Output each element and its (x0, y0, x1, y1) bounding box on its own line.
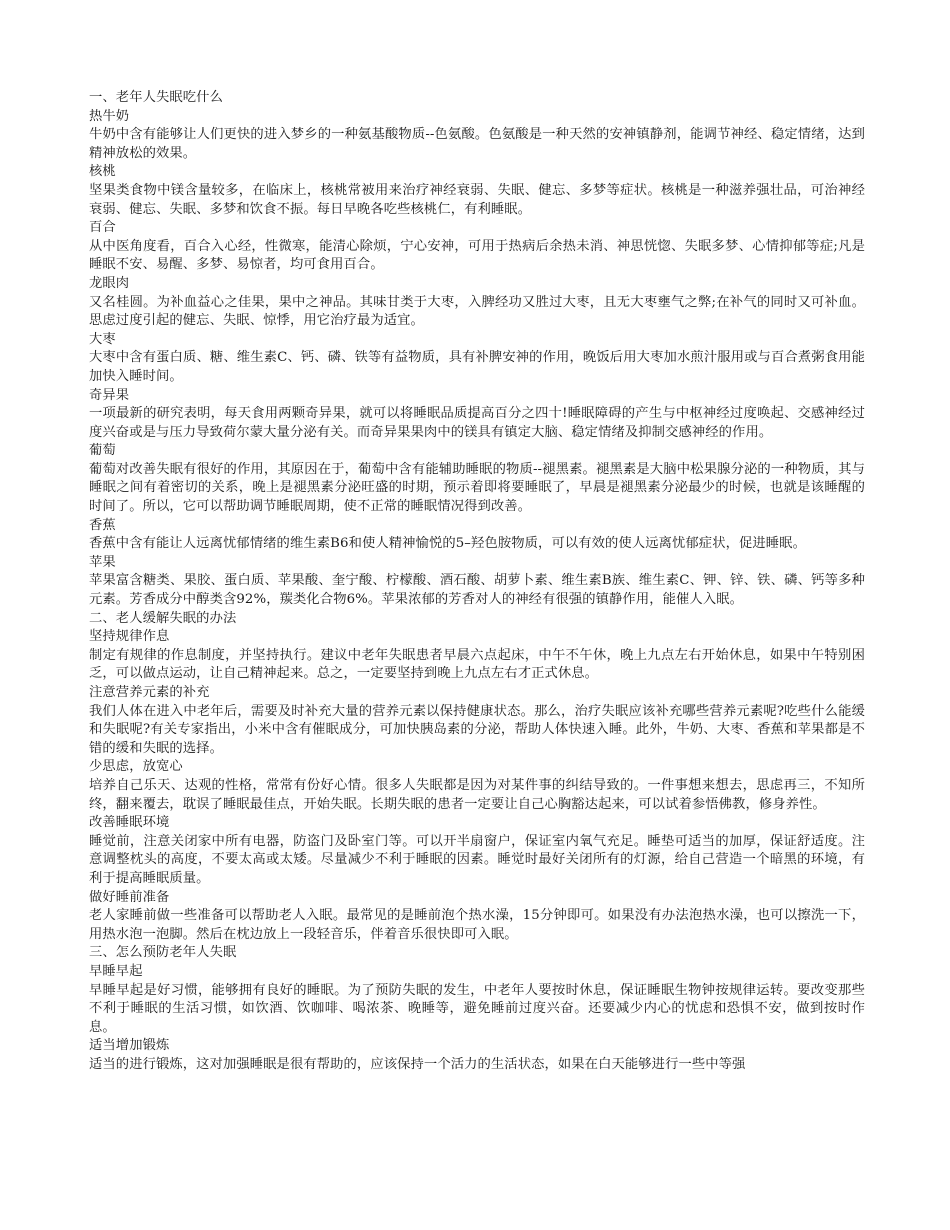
item-text: 早睡早起是好习惯，能够拥有良好的睡眠。为了预防失眠的发生，中老年人要按时休息，保证睡眠生物钟按规律运转。要改变那些不利于睡眠的生活习惯，如饮酒、饮咖啡、喝浓茶、晚睡等，避免睡前过度兴奋。还要减少内心的忧虑和恐惧不安，做到按时作息。 (89, 982, 865, 1035)
item-title: 热牛奶 (89, 108, 130, 124)
item-title: 核桃 (89, 164, 116, 180)
item-text: 适当的进行锻炼，这对加强睡眠是很有帮助的，应该保持一个活力的生活状态，如果在白天能够进行一些中等强 (89, 1056, 746, 1072)
item-title: 少思虑，放宽心 (89, 759, 183, 775)
item-title: 适当增加锻炼 (89, 1038, 170, 1054)
item-text: 苹果富含糖类、果胶、蛋白质、苹果酸、奎宁酸、柠檬酸、酒石酸、胡萝卜素、维生素B族、维生素C、钾、锌、铁、磷、钙等多种元素。芳香成分中醇类含92%，羰类化合物6%。苹果浓郁的芳香对人的神经有很强的镇静作用，能催人入眠。 (89, 573, 865, 608)
item-text: 老人家睡前做一些准备可以帮助老人入眠。最常见的是睡前泡个热水澡，15分钟即可。如果没有办法泡热水澡，也可以擦洗一下，用热水泡一泡脚。然后在枕边放上一段轻音乐，伴着音乐很快即可入眠。 (89, 908, 865, 942)
item-title: 奇异果 (89, 387, 130, 403)
item-text: 坚果类食物中镁含量较多，在临床上，核桃常被用来治疗神经衰弱、失眠、健忘、多梦等症状。核桃是一种滋养强壮品，可治神经衰弱、健忘、失眠、多梦和饮食不振。每日早晚各吃些核桃仁，有利睡眠。 (89, 182, 865, 217)
item-title: 苹果 (89, 554, 116, 570)
item-text: 从中医角度看，百合入心经，性微寒，能清心除烦，宁心安神，可用于热病后余热未消、神思恍惚、失眠多梦、心情抑郁等症;凡是睡眠不安、易醒、多梦、易惊者，均可食用百合。 (89, 238, 865, 273)
item-text: 又名桂圆。为补血益心之佳果，果中之神品。其味甘类于大枣，入脾经功又胜过大枣，且无大枣壅气之弊;在补气的同时又可补血。思虑过度引起的健忘、失眠、惊悸，用它治疗最为适宜。 (89, 294, 865, 329)
item-title: 早睡早起 (89, 963, 143, 979)
item-text: 牛奶中含有能够让人们更快的进入梦乡的一种氨基酸物质--色氨酸。色氨酸是一种天然的安神镇静剂，能调节神经、稳定情绪，达到精神放松的效果。 (89, 127, 865, 161)
section-heading: 一、老年人失眠吃什么 (89, 90, 223, 105)
section-heading: 三、怎么预防老年人失眠 (89, 945, 237, 961)
item-text: 一项最新的研究表明，每天食用两颗奇异果，就可以将睡眠品质提高百分之四十!睡眠障碍的产生与中枢神经过度唤起、交感神经过度兴奋或是与压力导致荷尔蒙大量分泌有关。而奇异果果肉中的镁具有镇定大脑、稳定情绪及抑制交感神经的作用。 (89, 406, 865, 440)
item-text: 制定有规律的作息制度，并坚持执行。建议中老年失眠患者早晨六点起床，中午不午休，晚上九点左右开始休息，如果中午特别困乏，可以做点运动，让自己精神起来。总之，一定要坚持到晚上九点左右才正式休息。 (89, 647, 865, 682)
document-page (89, 89, 865, 1074)
item-text: 睡觉前，注意关闭家中所有电器，防盗门及卧室门等。可以开半扇窗户，保证室内氧气充足。睡垫可适当的加厚，保证舒适度。注意调整枕头的高度，不要太高或太矮。尽量减少不利于睡眠的因素。睡觉时最好关闭所有的灯源，给自己营造一个暗黑的环境，有利于提高睡眠质量。 (89, 833, 865, 886)
item-title: 葡萄 (89, 443, 116, 459)
item-text: 大枣中含有蛋白质、糖、维生素C、钙、磷、铁等有益物质，具有补脾安神的作用，晚饭后用大枣加水煎汁服用或与百合煮粥食用能加快入睡时间。 (89, 350, 865, 384)
item-title: 大枣 (89, 331, 116, 347)
item-title: 注意营养元素的补充 (89, 685, 210, 700)
item-text: 培养自己乐天、达观的性格，常常有份好心情。很多人失眠都是因为对某件事的纠结导致的。一件事想来想去，思虑再三，不知所终，翻来覆去，耽误了睡眠最佳点，开始失眠。长期失眠的患者一定要让自己心胸豁达起来，可以试着参悟佛教，修身养性。 (89, 777, 865, 812)
item-title: 龙眼肉 (89, 275, 130, 291)
item-title: 百合 (89, 220, 116, 236)
section-heading: 二、老人缓解失眠的办法 (89, 610, 237, 626)
item-title: 香蕉 (89, 517, 116, 533)
item-text: 香蕉中含有能让人远离忧郁情绪的维生素B6和使人精神愉悦的5–羟色胺物质，可以有效的使人远离忧郁症状，促进睡眠。 (89, 536, 806, 552)
item-text: 我们人体在进入中老年后，需要及时补充大量的营养元素以保持健康状态。那么，治疗失眠应该补充哪些营养元素呢?吃些什么能缓和失眠呢?有关专家指出，小米中含有催眠成分，可加快胰岛素的分泌，帮助人体快速入睡。此外，牛奶、大枣、香蕉和苹果都是不错的缓和失眠的选择。 (89, 703, 865, 756)
item-text: 葡萄对改善失眠有很好的作用，其原因在于，葡萄中含有能辅助睡眠的物质--褪黑素。褪黑素是大脑中松果腺分泌的一种物质，其与睡眠之间有着密切的关系，晚上是褪黑素分泌旺盛的时期，预示着即将要睡眠了，早晨是褪黑素分泌最少的时候，也就是该睡醒的时间了。所以，它可以帮助调节睡眠周期，使不正常的睡眠情况得到改善。 (89, 461, 865, 515)
item-title: 改善睡眠环境 (89, 815, 170, 831)
item-title: 坚持规律作息 (89, 629, 170, 645)
item-title: 做好睡前准备 (89, 889, 170, 905)
